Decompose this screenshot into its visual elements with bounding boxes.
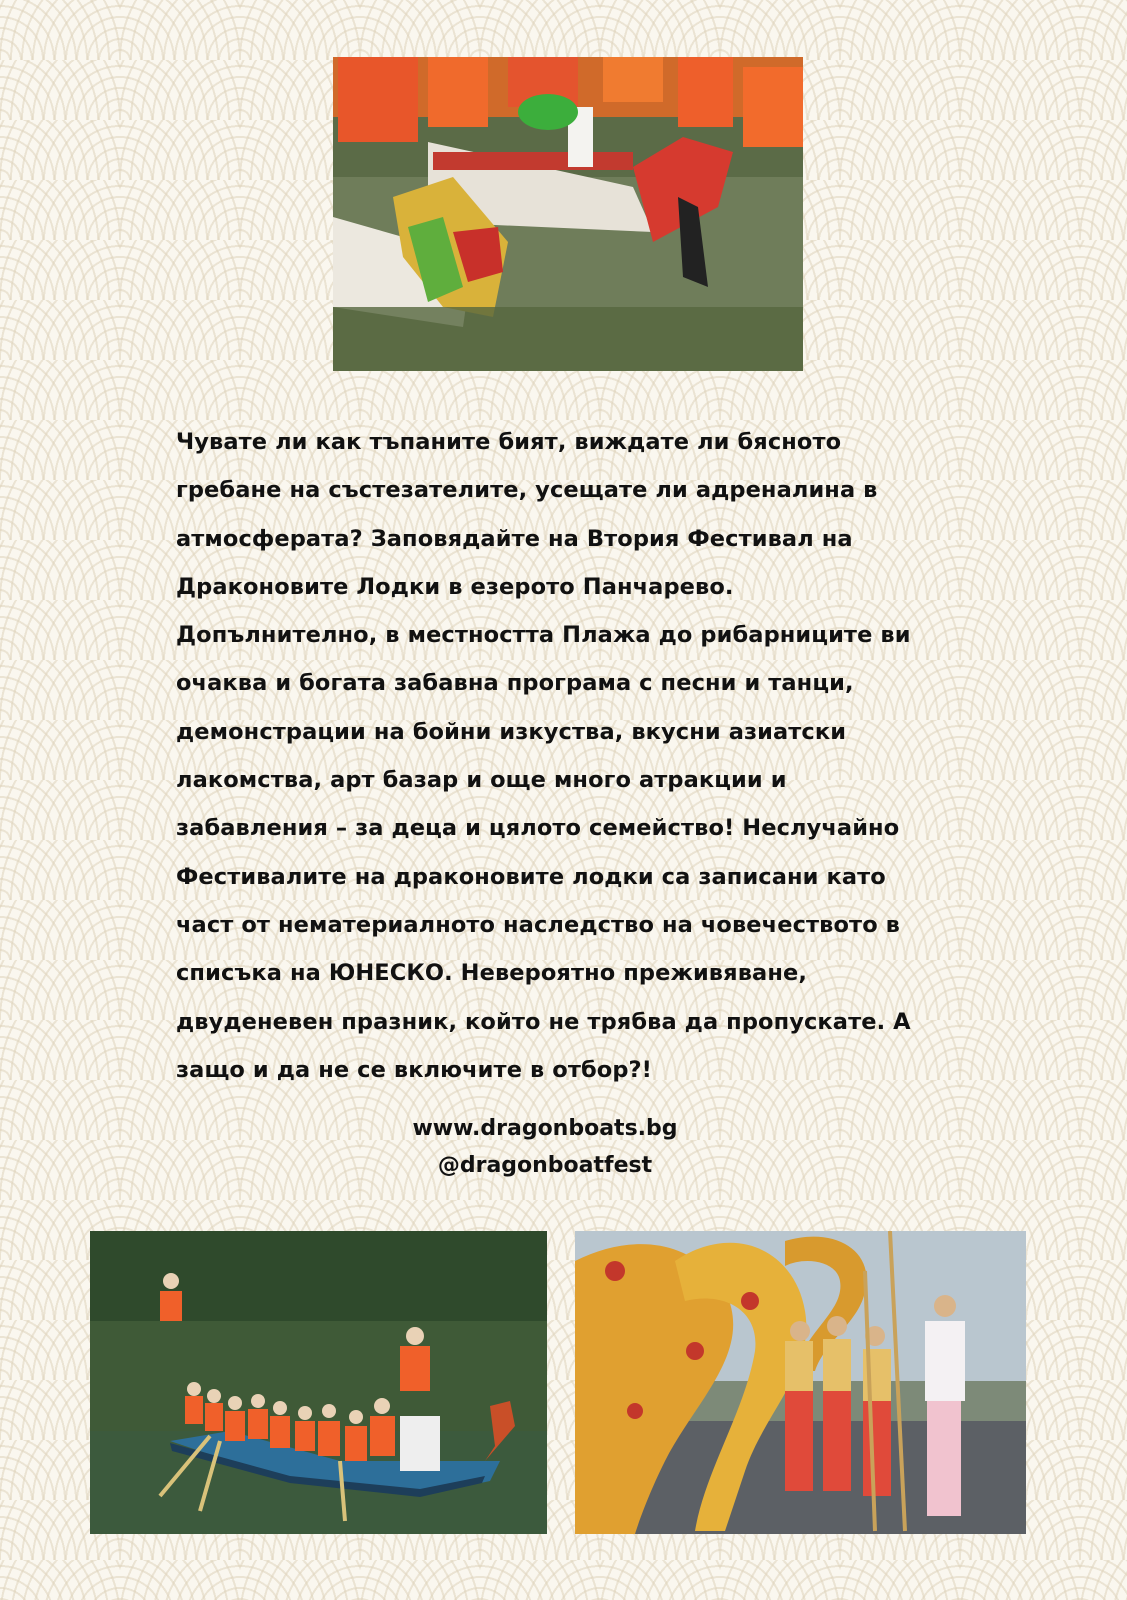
dragon-boat-heads-photo [333,57,803,371]
description-line: очаква и богата забавна програма с песни и танци, [176,670,854,697]
description-line: Фестивалите на драконовите лодки са записани като [176,863,886,890]
description-line: демонстрации на бойни изкуства, вкусни азиатски [176,718,847,745]
instagram-handle[interactable]: @dragonboatfest [437,1153,653,1178]
dragon-boat-crew-rowing-photo [90,1231,547,1534]
dragon-dance-performers-photo [575,1231,1026,1534]
festival-description [176,418,1006,1094]
description-line: част от нематериалното наследство на човечеството в [176,911,901,938]
description-line: забавления – за деца и цялото семейство! Неслучайно [176,815,900,842]
website-link[interactable]: www.dragonboats.bg [412,1116,678,1141]
description-line: лакомства, арт базар и още много атракции и [176,767,787,794]
festival-name-part: Втория Фестивал на [586,525,853,552]
description-line: защо и да не се включите в отбор?! [176,1056,653,1083]
description-line: атмосферата? Заповядайте на Втория Фестивал на [176,525,853,552]
description-line: Драконовите Лодки в езерото Панчарево. [176,573,734,600]
description-line: Чувате ли как тъпаните бият, виждате ли бясното [176,429,842,455]
description-line: гребане на състезателите, усещате ли адреналина в [176,477,878,504]
description-line: двуденевен празник, който не трябва да пропускате. А [176,1008,911,1035]
festival-name-part: Драконовите Лодки [176,573,441,600]
description-line: Допълнително, в местността Плажа до рибарниците ви [176,622,911,649]
description-line: списъка на ЮНЕСКО. Невероятно преживяване, [176,960,807,987]
